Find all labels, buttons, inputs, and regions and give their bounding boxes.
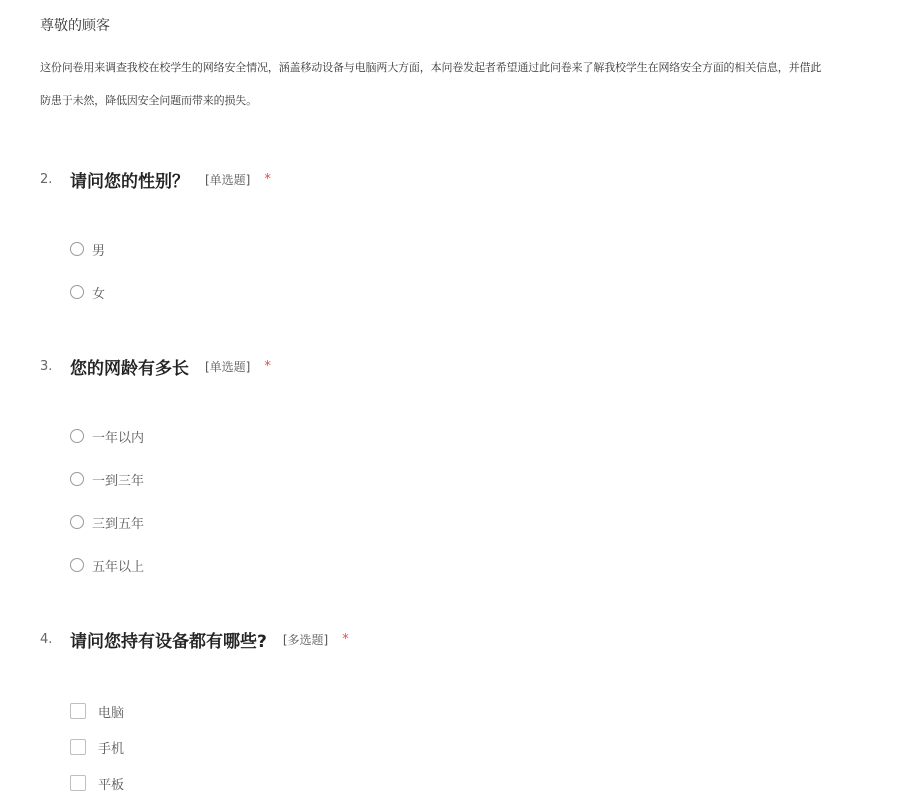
question-number: 2. xyxy=(40,171,53,187)
required-mark: * xyxy=(264,358,271,374)
question-2-header xyxy=(40,165,271,193)
radio-option-1-to-3-years[interactable] xyxy=(70,469,144,489)
radio-button[interactable] xyxy=(70,472,84,486)
option-label: 男 xyxy=(92,243,106,259)
option-label: 一到三年 xyxy=(92,473,145,489)
question-title: 您的网龄有多长 xyxy=(70,358,189,379)
checkbox[interactable] xyxy=(70,775,86,791)
option-label: 手机 xyxy=(98,741,125,757)
checkbox-option-tablet[interactable] xyxy=(70,773,124,793)
question-type: [多选题] xyxy=(282,632,329,647)
option-label: 平板 xyxy=(98,777,125,793)
question-3-header xyxy=(40,352,271,380)
intro-text-line-1: 这份问卷用来调查我校在校学生的网络安全情况，涵盖移动设备与电脑两大方面，本问卷发起者希望通过此问卷来了解我校学生在网络安全方面的相关信息，并借此 xyxy=(40,61,822,74)
radio-option-female[interactable] xyxy=(70,282,105,302)
question-4-header xyxy=(40,625,349,653)
required-mark: * xyxy=(264,171,271,187)
radio-button[interactable] xyxy=(70,242,84,256)
radio-button[interactable] xyxy=(70,285,84,299)
radio-option-3-to-5-years[interactable] xyxy=(70,512,144,532)
option-label: 女 xyxy=(92,286,106,302)
question-type: [单选题] xyxy=(205,359,251,374)
option-label: 电脑 xyxy=(98,705,125,721)
question-type: [单选题] xyxy=(205,172,251,187)
question-title: 请问您持有设备都有哪些? xyxy=(70,631,267,652)
question-number: 3. xyxy=(40,358,53,374)
radio-option-over-5-years[interactable] xyxy=(70,555,144,575)
option-label: 三到五年 xyxy=(92,516,145,532)
radio-button[interactable] xyxy=(70,515,84,529)
radio-button[interactable] xyxy=(70,558,84,572)
radio-option-under-1-year[interactable] xyxy=(70,426,144,446)
question-title: 请问您的性别？ xyxy=(70,171,189,192)
greeting-text: 尊敬的顾客 xyxy=(40,18,110,34)
checkbox[interactable] xyxy=(70,703,86,719)
intro-text-line-2: 防患于未然，降低因安全问题而带来的损失。 xyxy=(40,94,257,107)
question-number: 4. xyxy=(40,631,53,647)
checkbox[interactable] xyxy=(70,739,86,755)
option-label: 五年以上 xyxy=(92,559,145,575)
radio-button[interactable] xyxy=(70,429,84,443)
option-label: 一年以内 xyxy=(92,430,145,446)
checkbox-option-computer[interactable] xyxy=(70,701,124,721)
checkbox-option-phone[interactable] xyxy=(70,737,124,757)
required-mark: * xyxy=(342,631,349,647)
radio-option-male[interactable] xyxy=(70,239,105,259)
